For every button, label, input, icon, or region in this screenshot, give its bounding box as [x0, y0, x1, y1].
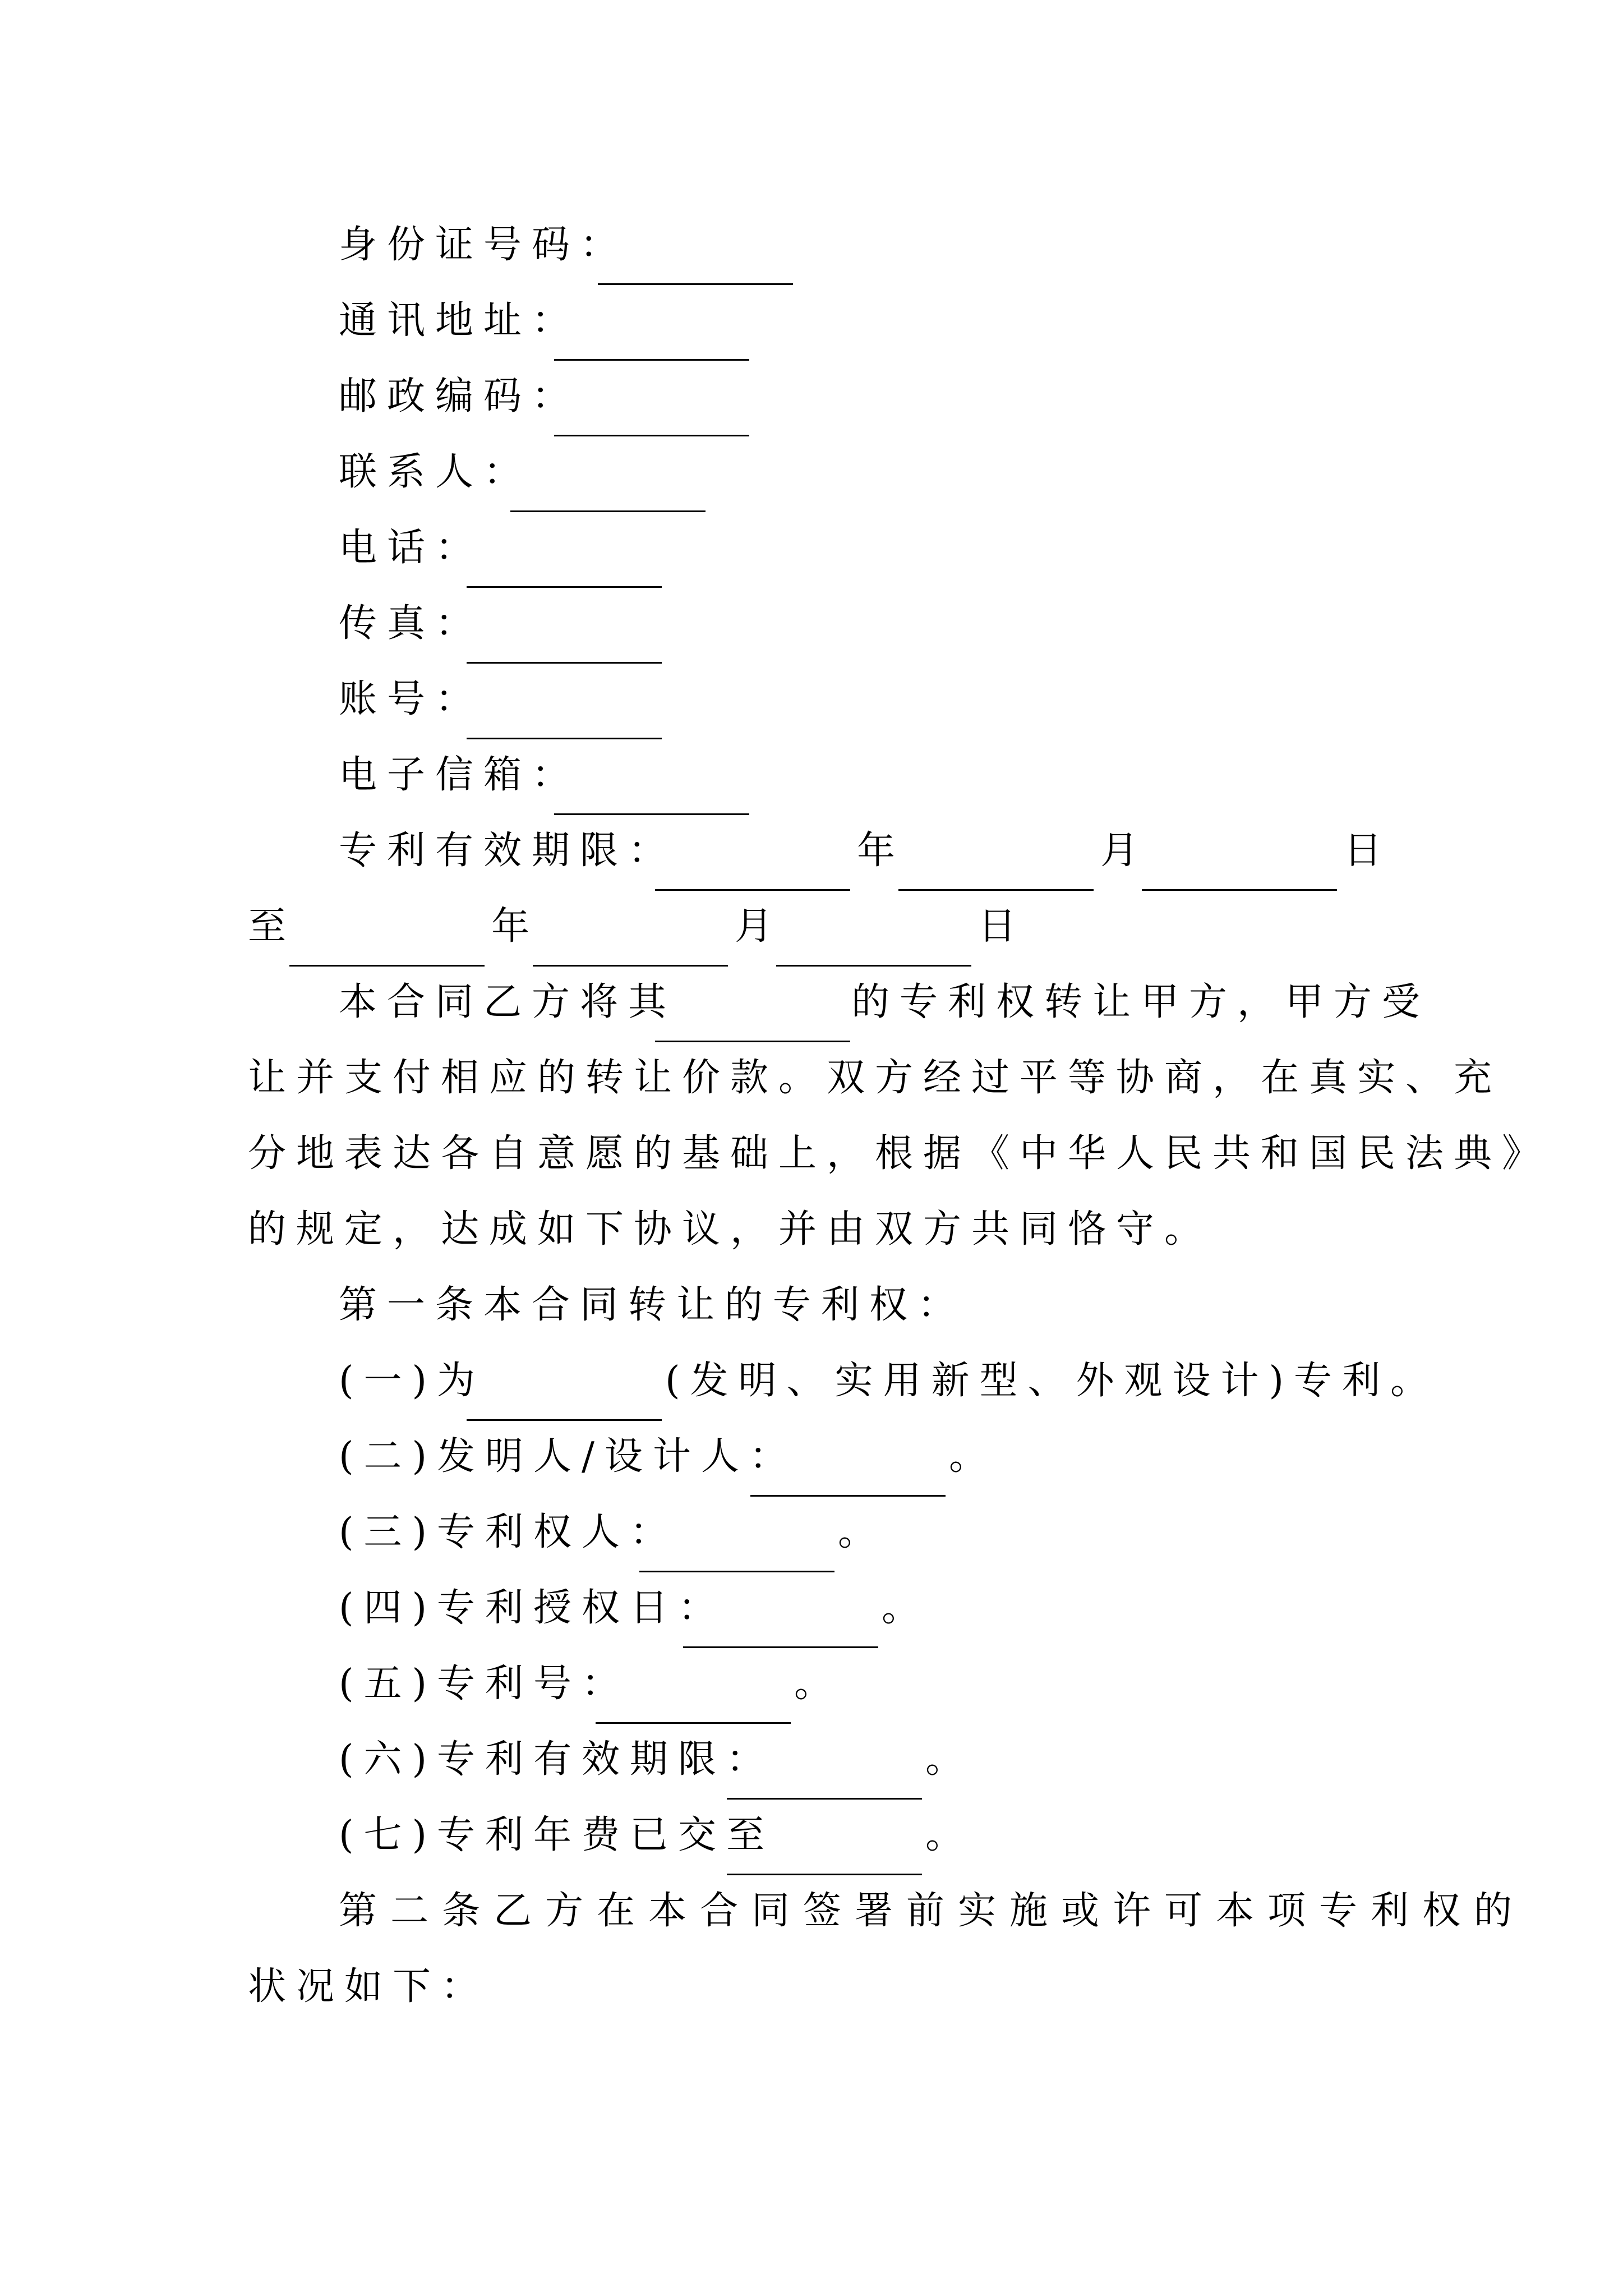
blank-line[interactable]	[533, 889, 728, 967]
period: 。	[949, 1434, 988, 1479]
article-text: 状况如下：	[248, 1964, 490, 2009]
article1-item-3	[0, 1494, 1623, 1571]
blank-line[interactable]	[598, 207, 793, 285]
field-account	[0, 661, 1623, 738]
intro-text: 的规定，达成如下协议，并由双方共同恪守。	[248, 1207, 1213, 1251]
blank-line[interactable]	[554, 283, 749, 361]
field-id-number	[0, 207, 1623, 283]
blank-line[interactable]	[467, 510, 662, 588]
day-label: 日	[978, 904, 1017, 949]
item-text: (五)专利号：	[339, 1662, 630, 1706]
field-label: 账号：	[339, 677, 484, 721]
field-email	[0, 737, 1623, 813]
validity-line-1	[0, 813, 1623, 889]
blank-line[interactable]	[510, 434, 706, 512]
blank-line[interactable]	[467, 661, 662, 739]
blank-line[interactable]	[554, 358, 749, 436]
period: 。	[925, 1813, 964, 1857]
article2-line-1	[0, 1873, 1623, 1949]
blank-line[interactable]	[467, 586, 662, 664]
field-label: 电子信箱：	[339, 753, 580, 797]
article1-item-2	[0, 1419, 1623, 1495]
item-text: (一)为	[339, 1359, 486, 1403]
article1-item-7	[0, 1797, 1623, 1874]
intro-line-2	[0, 1040, 1623, 1116]
intro-text: 的专利权转让甲方，甲方受	[851, 980, 1431, 1024]
blank-line[interactable]	[289, 889, 485, 967]
article1-title	[0, 1267, 1623, 1343]
year-label: 年	[857, 829, 896, 873]
article-text: 第二条乙方在本合同签署前实施或许可本项专利权的	[339, 1889, 1526, 1933]
validity-label: 专利有效期限：	[339, 829, 677, 873]
month-label: 月	[1100, 829, 1139, 873]
blank-line[interactable]	[655, 813, 850, 891]
intro-line-3	[0, 1116, 1623, 1192]
article2-line-2	[0, 1949, 1623, 2025]
field-label: 电话：	[339, 526, 484, 570]
year-label: 年	[491, 904, 530, 949]
blank-line[interactable]	[655, 964, 850, 1042]
blank-line[interactable]	[554, 737, 749, 815]
blank-line[interactable]	[1142, 813, 1337, 891]
blank-line[interactable]	[750, 1419, 946, 1497]
item-text: (发明、实用新型、外观设计)专利。	[665, 1359, 1439, 1403]
field-label: 身份证号码：	[339, 223, 629, 267]
field-address	[0, 283, 1623, 359]
day-label: 日	[1344, 829, 1382, 873]
field-postcode	[0, 358, 1623, 435]
period: 。	[925, 1737, 964, 1782]
blank-line[interactable]	[467, 1343, 662, 1421]
blank-line[interactable]	[639, 1494, 834, 1572]
period: 。	[838, 1510, 877, 1554]
month-label: 月	[735, 904, 773, 949]
intro-text: 本合同乙方将其	[339, 980, 677, 1024]
article1-item-4	[0, 1570, 1623, 1646]
field-label: 通讯地址：	[339, 298, 580, 343]
blank-line[interactable]	[683, 1570, 878, 1648]
field-contact	[0, 434, 1623, 510]
blank-line[interactable]	[776, 889, 971, 967]
item-text: (六)专利有效期限：	[339, 1737, 775, 1782]
blank-line[interactable]	[898, 813, 1094, 891]
period: 。	[882, 1586, 920, 1630]
field-phone	[0, 510, 1623, 586]
period: 。	[794, 1662, 833, 1706]
item-text: (四)专利授权日：	[339, 1586, 727, 1630]
validity-line-2	[0, 889, 1623, 965]
field-label: 传真：	[339, 601, 484, 646]
item-text: (七)专利年费已交至	[339, 1813, 775, 1857]
article1-item-1	[0, 1343, 1623, 1419]
blank-line[interactable]	[727, 1722, 922, 1800]
blank-line[interactable]	[727, 1797, 922, 1875]
intro-text: 让并支付相应的转让价款。双方经过平等协商，在真实、充	[248, 1056, 1502, 1100]
intro-line-1	[0, 964, 1623, 1041]
blank-line[interactable]	[596, 1646, 791, 1724]
field-fax	[0, 586, 1623, 662]
intro-line-4	[0, 1191, 1623, 1268]
article-title: 第一条本合同转让的专利权：	[339, 1283, 966, 1327]
to-label: 至	[248, 904, 287, 949]
field-label: 邮政编码：	[339, 374, 580, 418]
field-label: 联系人：	[339, 450, 532, 494]
item-text: (三)专利权人：	[339, 1510, 679, 1554]
article1-item-5	[0, 1646, 1623, 1722]
intro-text: 分地表达各自意愿的基础上，根据《中华人民共和国民法典》	[248, 1131, 1551, 1176]
article1-item-6	[0, 1722, 1623, 1798]
item-text: (二)发明人/设计人：	[339, 1434, 797, 1479]
